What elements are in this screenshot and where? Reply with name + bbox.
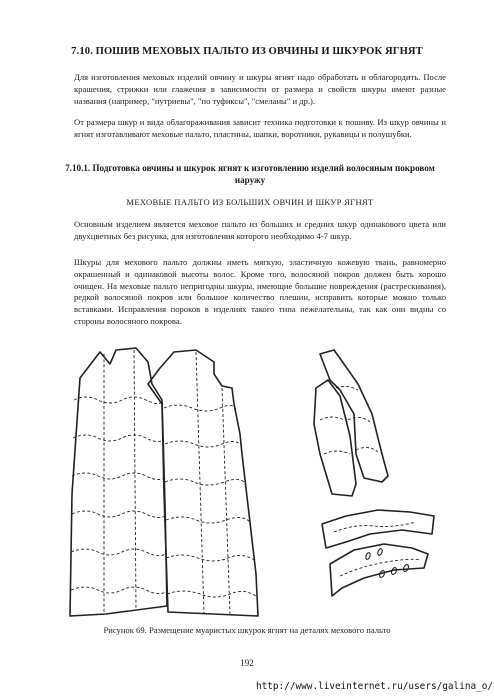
paragraph-requirements: Шкуры для мехового пальто должны иметь мягкую, эластичную кожевую ткань, равномерно окрашенный и одинаковой высоты волос. Кроме того, волосяной покров должен быть хорошо очищен. На меховые пальто непригодны шкуры, имеющие большие повреждения (растрескивания), редкой волосяной покров или большое количество плешин, исправить которые можно только вставками. Исправления пороков в изделиях такого типа нежелательны, так как они видны со стороны волосяного покрова. [74,257,446,326]
coat-sleeve-part [314,380,356,496]
paragraph-intro: Для изготовления меховых изделий овчину и шкуры ягнят надо обработать и облагородить. После крашения, стрижки или глажения в зависимости от размера и свойств шкуры имеют разные названия (например, "нутриевы", "по туфиксы", "смеланы" и др.). [74,72,446,106]
coat-collar-top [322,510,434,548]
footer-url: http://www.liveinternet.ru/users/galina_o/ [256,681,494,692]
coat-pattern-figure [64,344,452,626]
page-number: 192 [240,658,254,668]
paragraph-main-product: Основным изделием является меховое пальто из больших и средних шкур одинакового цвета или двухцветных без рисунка, для изготовления которого необходимо 4-7 шкур. [74,219,446,241]
paragraph-technique: От размера шкур и вида облагораживания зависит техника подготовки к пошиву. Из шкур овчины и ягнят изготавливают меховые пальто, пластины, шапки, воротники, рукавицы и полушубки. [74,117,446,139]
subheading: МЕХОВЫЕ ПАЛЬТО ИЗ БОЛЬШИХ ОВЧИН И ШКУР ЯГНЯТ [126,197,374,207]
subsection-title: 7.10.1. Подготовка овчины и шкурок ягнят к изготовлению изделий волосяным покровом наружу [65,163,435,185]
coat-panel-left [70,348,167,616]
section-title: 7.10. ПОШИВ МЕХОВЫХ ПАЛЬТО ИЗ ОВЧИНЫ И ШКУРОК ЯГНЯТ [71,46,423,57]
coat-collar-bottom [330,544,428,596]
figure-caption: Рисунок 69. Размещение муаристых шкурок ягнят на деталях мехового пальто [103,625,391,635]
